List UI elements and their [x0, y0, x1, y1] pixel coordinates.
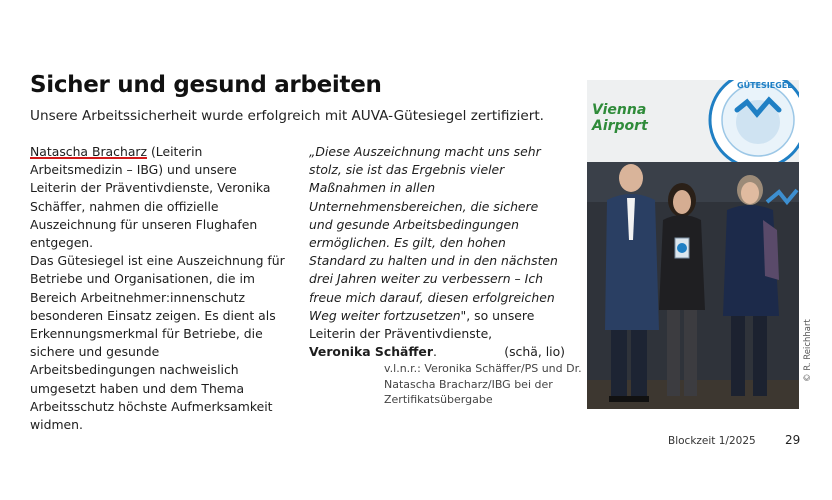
- logo-line-2: Airport: [592, 118, 648, 134]
- logo-line-1: Vienna: [592, 102, 647, 118]
- vienna-airport-logo: [592, 102, 648, 134]
- left-paragraph-2: Das Gütesiegel ist eine Auszeichnung für Betriebe und Organisationen, die im Bereich Arbeitnehmer:innenschutz besonderen Einsatz zeigen. Es dient als Erkennungsmerkmal für Betriebe, die sichere und gesunde Arbeitsbedingungen nachweislich umgesetzt haben und dem Thema Arbeitsschutz höchste Aufmerksamkeit widmen.: [30, 253, 285, 433]
- attribution-prefix: , so unsere Leiterin der Präventivdienste,: [309, 307, 535, 342]
- photo-copyright: © R. Reichhart: [803, 319, 813, 382]
- photo-caption: v.l.n.r.: Veronika Schäffer/PS und Dr. Natascha Bracharz/IBG bei der Zertifikatsübergabe: [384, 362, 582, 406]
- guetesiegel-seal-icon: [710, 80, 799, 168]
- footer-publication: Blockzeit 1/2025: [668, 435, 756, 447]
- left-paragraph-1-text: (Leiterin Arbeitsmedizin – IBG) und unsere Leiterin der Präventivdienste, Veronika Schäffer, nahmen die offizielle Auszeichnung für unseren Flughafen entgegen.: [30, 144, 271, 251]
- attribution-row: [309, 343, 565, 361]
- quote-text: „Diese Auszeichnung macht uns sehr stolz, sie ist das Ergebnis vieler Maßnahmen in allen Unternehmensbereichen, die sichere und gesunde Arbeitsbedingungen ermöglichen. Es gilt, den hohen Standard zu halten und in den nächsten drei Jahren weiter zu verbessern – Ich freue mich darauf, diesen erfolgreichen Weg weiter fortzusetzen": [309, 144, 558, 323]
- author-initials: (schä, lio): [504, 344, 565, 360]
- top-band: [0, 0, 832, 66]
- article-headline: Sicher und gesund arbeiten: [30, 72, 382, 98]
- left-column: [30, 143, 285, 434]
- article-subheadline: Unsere Arbeitssicherheit wurde erfolgreich mit AUVA-Gütesiegel zertifiziert.: [30, 108, 544, 124]
- quote-paragraph: [309, 143, 565, 343]
- award-photo: [587, 80, 799, 409]
- attribution-name: Veronika Schäffer: [309, 344, 433, 360]
- page-number: 29: [785, 433, 801, 447]
- seal-text: GÜTESIEGEL: [737, 81, 793, 90]
- attribution-suffix: .: [432, 344, 437, 360]
- left-paragraph-1: [30, 143, 285, 252]
- middle-column: [309, 143, 565, 361]
- highlighted-name: Natascha Bracharz: [30, 144, 148, 159]
